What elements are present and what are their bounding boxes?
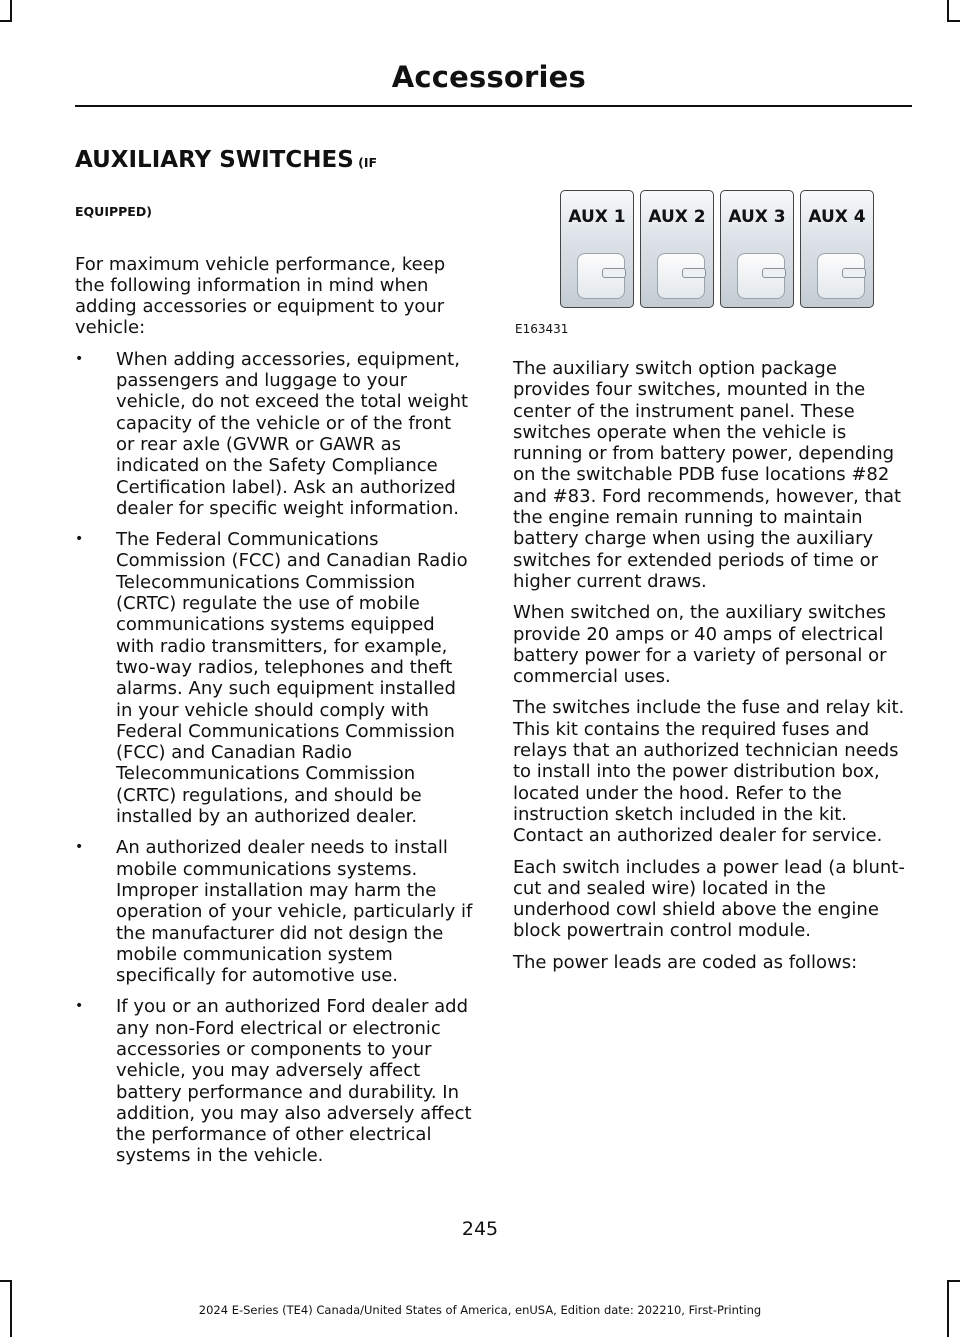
- aux-switch-1: [560, 190, 634, 308]
- list-item: • If you or an authorized Ford dealer add any non-Ford electrical or electronic accessories or components to your vehicle, you may adversely affect battery performance and durability. In addition, you may also adversely affect the performance of other electrical systems in the vehicle.: [75, 996, 475, 1166]
- right-column: [513, 358, 908, 983]
- crop-mark-bottom-left-h: [0, 1280, 12, 1282]
- crop-mark-top-right: [947, 0, 949, 22]
- rocker-icon: [817, 253, 865, 299]
- section-heading: [75, 148, 475, 173]
- body-paragraph: The switches include the fuse and relay kit. This kit contains the required fuses and relays that an authorized technician needs to install into the power distribution box, located under the hood. Refer to the instruction sketch included in the kit. Contact an authorized dealer for service.: [513, 697, 905, 847]
- page-number: 245: [461, 1218, 499, 1240]
- body-paragraph: Each switch includes a power lead (a blunt-cut and sealed wire) located in the underhood cowl shield above the engine block powertrain control module.: [513, 856, 905, 942]
- body-paragraph: The auxiliary switch option package provides four switches, mounted in the center of the instrument panel. These switches operate when the vehicle is running or from battery power, depending on the switchable PDB fuse locations #82 and #83. Ford recommends, however, that the engine remain running to maintain battery charge when using the auxiliary switches for extended periods of time or higher current draws.: [513, 358, 902, 592]
- aux-switches-figure: [560, 190, 875, 310]
- rocker-slot: [682, 268, 706, 278]
- aux-switch-label: AUX 2: [648, 207, 706, 227]
- rocker-slot: [842, 268, 866, 278]
- list-item: • When adding accessories, equipment, passengers and luggage to your vehicle, do not exceed the total weight capacity of the vehicle or of the front or rear axle (GVWR or GAWR as indicated on the Safety Compliance Certification label). Ask an authorized dealer for specific weight information.: [75, 349, 475, 519]
- left-column: [75, 148, 475, 1177]
- header-rule: [75, 105, 912, 107]
- heading-continuation: EQUIPPED): [75, 204, 152, 220]
- heading-small: (IF: [353, 155, 378, 170]
- aux-switch-3: [720, 190, 794, 308]
- rocker-icon: [737, 253, 785, 299]
- crop-mark-bottom-right-h: [947, 1280, 960, 1282]
- edition-footer: 2024 E-Series (TE4) Canada/United States of America, enUSA, Edition date: 202210, First-Printing: [198, 1303, 762, 1317]
- section-title: Accessories: [391, 60, 586, 94]
- crop-mark-top-right-h: [947, 20, 960, 22]
- aux-switch-label: AUX 3: [728, 207, 786, 227]
- list-item: • The Federal Communications Commission (FCC) and Canadian Radio Telecommunications Commission (CRTC) regulate the use of mobile communications systems equipped with radio transmitters, for example, two-way radios, telephones and theft alarms. Any such equipment installed in your vehicle should comply with Federal Communications Commission (FCC) and Canadian Radio Telecommunications Commission (CRTC) regulations, and should be installed by an authorized dealer.: [75, 529, 475, 827]
- aux-switch-label: AUX 1: [568, 207, 626, 227]
- rocker-icon: [577, 253, 625, 299]
- aux-switch-4: [800, 190, 874, 308]
- crop-mark-top-left-h: [0, 20, 12, 22]
- heading-main: AUXILIARY SWITCHES: [75, 147, 354, 173]
- figure-code: E163431: [515, 322, 569, 336]
- body-paragraph: When switched on, the auxiliary switches provide 20 amps or 40 amps of electrical battery power for a variety of personal or commercial uses.: [513, 602, 887, 688]
- bullet-list: [75, 349, 475, 1167]
- list-item: • An authorized dealer needs to install mobile communications systems. Improper installation may harm the operation of your vehicle, particularly if the manufacturer did not design the mobile communication system specifically for automotive use.: [75, 837, 475, 986]
- aux-switch-2: [640, 190, 714, 308]
- rocker-slot: [762, 268, 786, 278]
- aux-switch-label: AUX 4: [808, 207, 866, 227]
- intro-paragraph: For maximum vehicle performance, keep the following information in mind when adding accessories or equipment to your vehicle:: [75, 253, 446, 339]
- rocker-icon: [657, 253, 705, 299]
- crop-mark-top-left: [10, 0, 12, 22]
- body-paragraph: The power leads are coded as follows:: [513, 951, 858, 973]
- rocker-slot: [602, 268, 626, 278]
